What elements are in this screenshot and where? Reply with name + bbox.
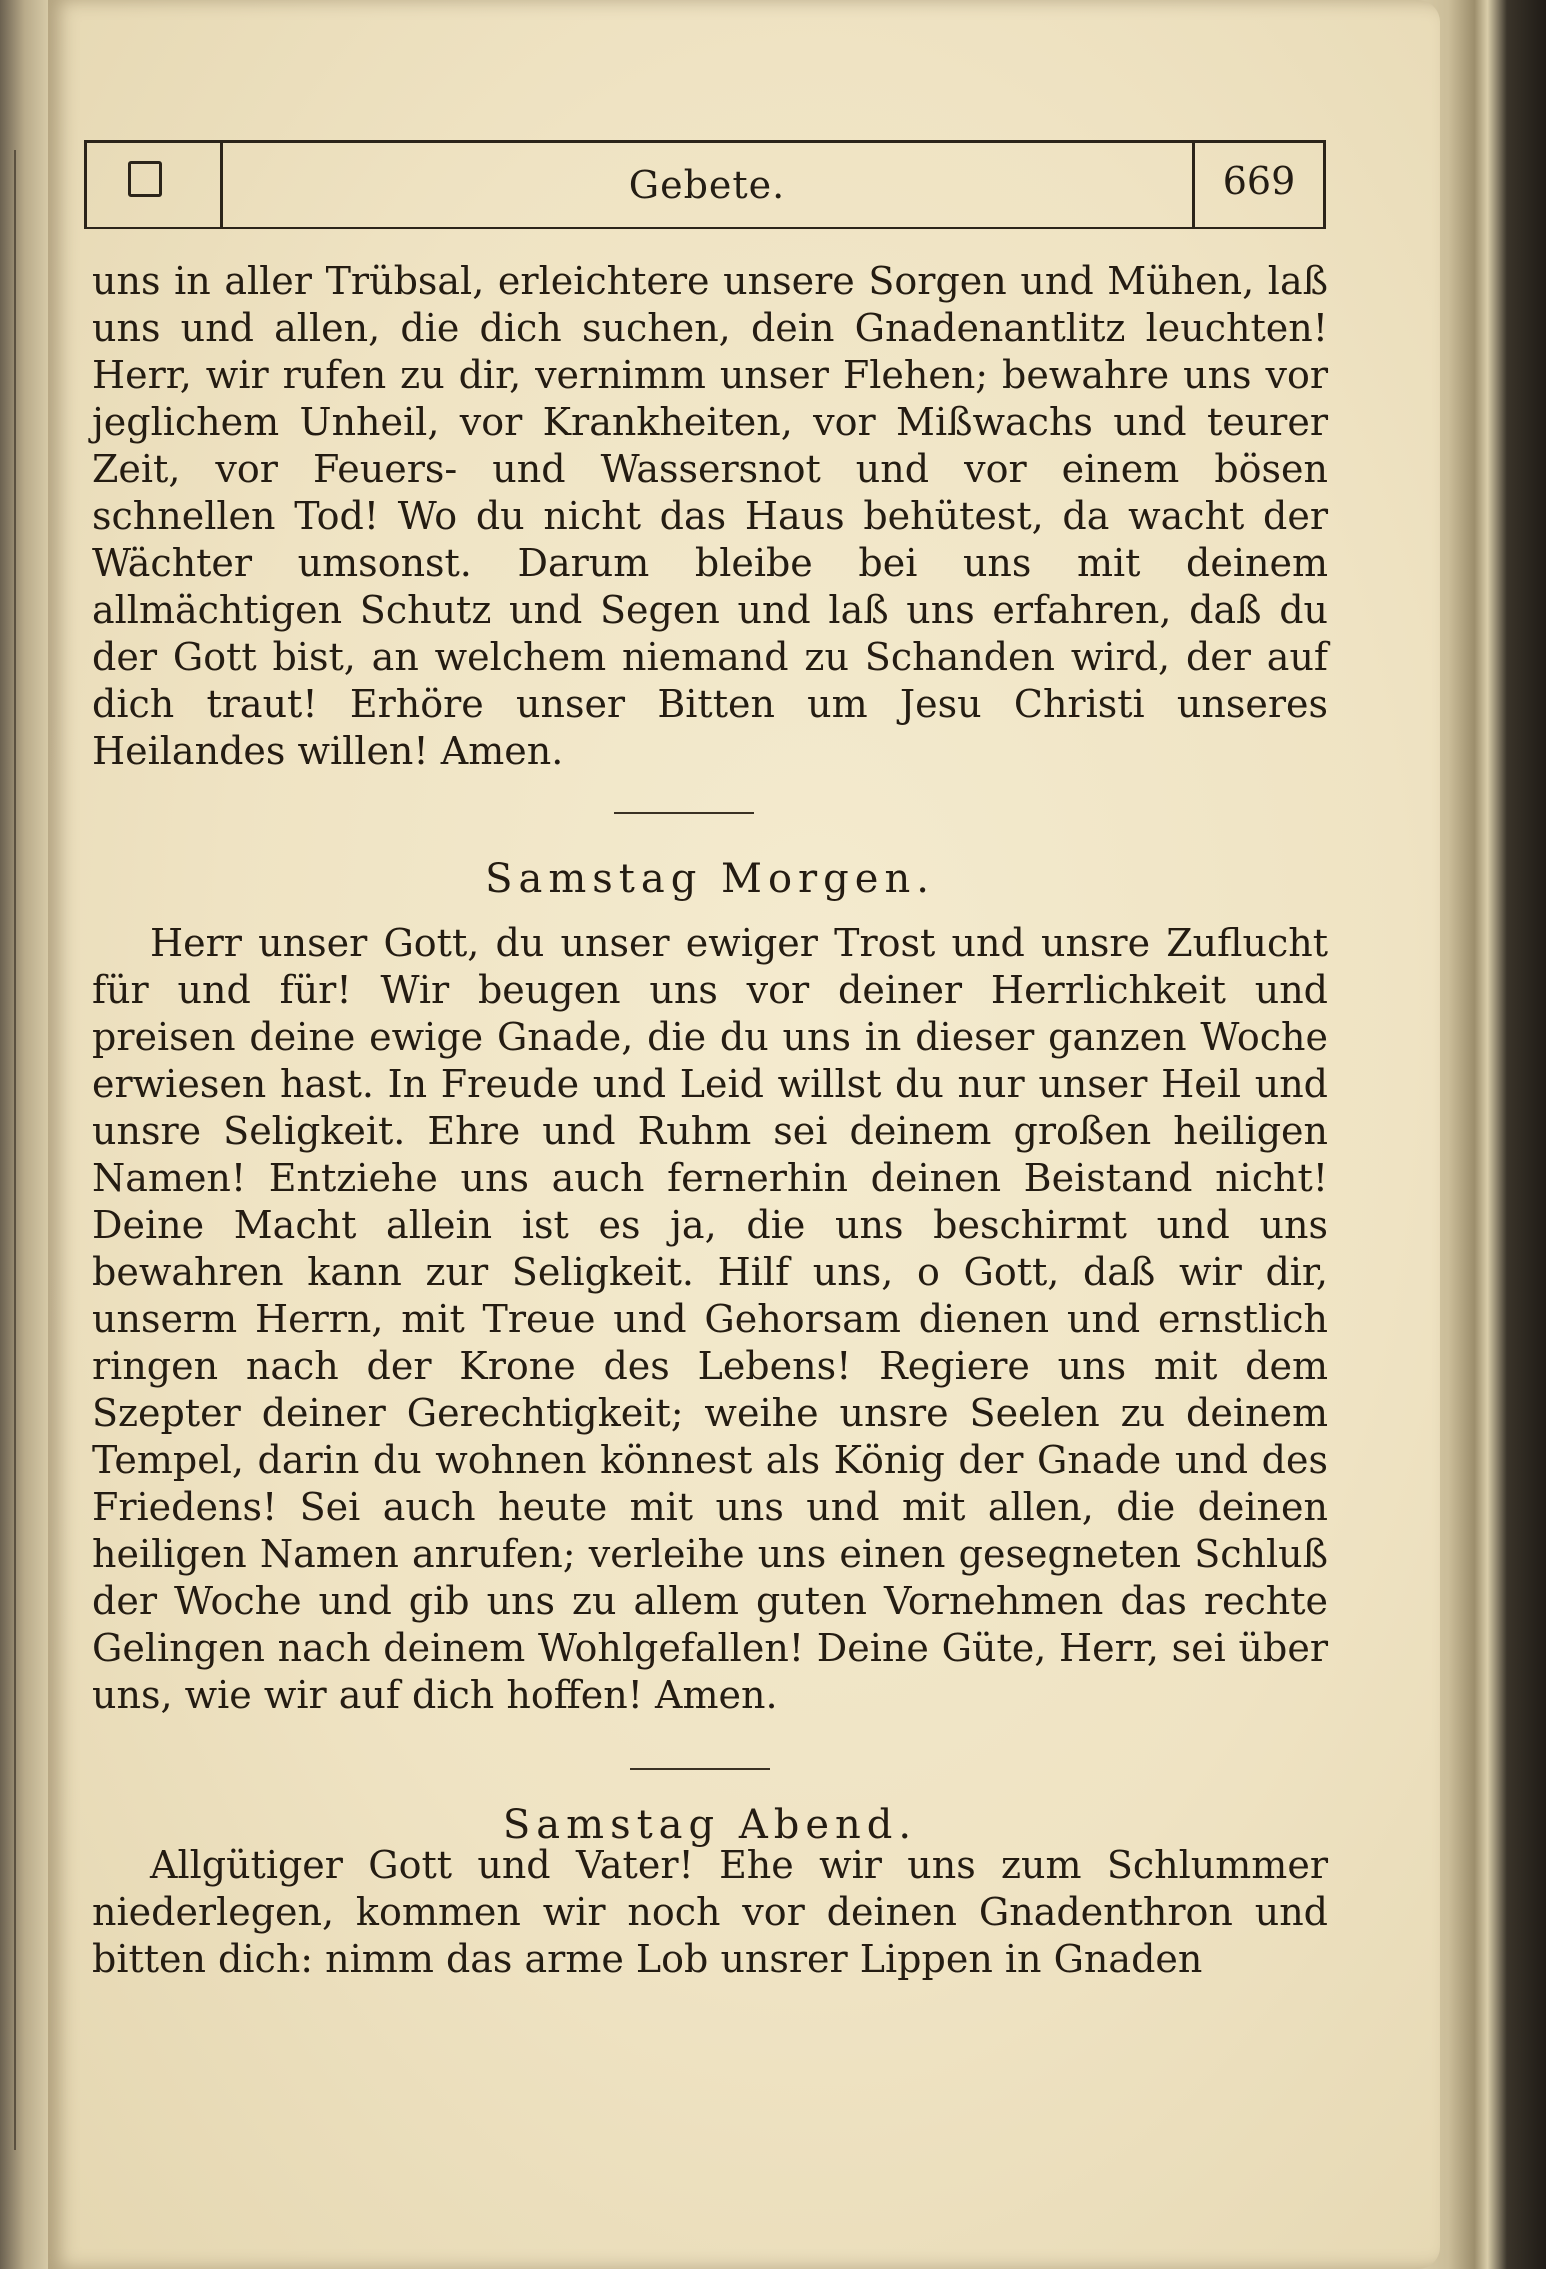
paragraph-continuation: uns in aller Trübsal, erleichtere unsere Sorgen und Mühen, laß uns und allen, die dich suchen, dein Gnadenantlitz leuchten! Herr, wir rufen zu dir, vernimm unser Flehen; bewahre uns vor jeglichem Unheil, vor Krankheiten, vor Mißwachs und teurer Zeit, vor Feuers- und Wassersnot und vor einem bösen schnellen Tod! Wo du nicht das Haus behütest, da wacht der Wächter umsonst. Darum bleibe bei uns mit deinem allmächtigen Schutz und Segen und laß uns erfahren, daß du der Gott bist, an welchem niemand zu Schanden wird, der auf dich traut! Erhöre unser Bitten um Jesu Christi unseres Heilandes willen! Amen. <box>92 259 1328 773</box>
header-ornament-box <box>128 161 162 197</box>
page-header <box>84 140 1326 229</box>
section-divider <box>630 1768 770 1770</box>
header-rule <box>1192 143 1195 227</box>
left-page-sliver <box>0 150 16 2150</box>
page-number: 669 <box>1222 159 1296 203</box>
section-heading-evening: Samstag Abend. <box>502 1802 918 1848</box>
header-rule <box>84 143 87 227</box>
header-rule <box>1323 143 1326 227</box>
running-title: Gebete. <box>628 163 786 207</box>
book-page <box>48 0 1440 2269</box>
paragraph-evening-prayer: Allgütiger Gott und Vater! Ehe wir uns zum Schlummer niederlegen, kommen wir noch vor deinen Gnadenthron und bitten dich: nimm das arme Lob unsrer Lippen in Gnaden <box>92 1843 1328 1981</box>
paragraph-morning-prayer: Herr unser Gott, du unser ewiger Trost und unsre Zuflucht für und für! Wir beugen uns vor deiner Herrlichkeit und preisen deine ewige Gnade, die du uns in dieser ganzen Woche erwiesen hast. In Freude und Leid willst du nur unser Heil und unsre Seligkeit. Ehre und Ruhm sei deinem großen heiligen Namen! Entziehe uns auch fernerhin deinen Beistand nicht! Deine Macht allein ist es ja, die uns beschirmt und uns bewahren kann zur Seligkeit. Hilf uns, o Gott, daß wir dir, unserm Herrn, mit Treue und Gehorsam dienen und ernstlich ringen nach der Krone des Lebens! Regiere uns mit dem Szepter deiner Gerechtigkeit; weihe unsre Seelen zu deinem Tempel, darin du wohnen könnest als König der Gnade und des Friedens! Sei auch heute mit uns und mit allen, die deinen heiligen Namen anrufen; verleihe uns einen gesegneten Schluß der Woche und gib uns zu allem guten Vornehmen das rechte Gelingen nach deinem Wohlgefallen! Deine Güte, Herr, sei über uns, wie wir auf dich hoffen! Amen. <box>92 921 1328 1717</box>
section-heading-morning: Samstag Morgen. <box>485 856 935 902</box>
section-divider <box>614 812 754 814</box>
header-rule <box>220 143 223 227</box>
